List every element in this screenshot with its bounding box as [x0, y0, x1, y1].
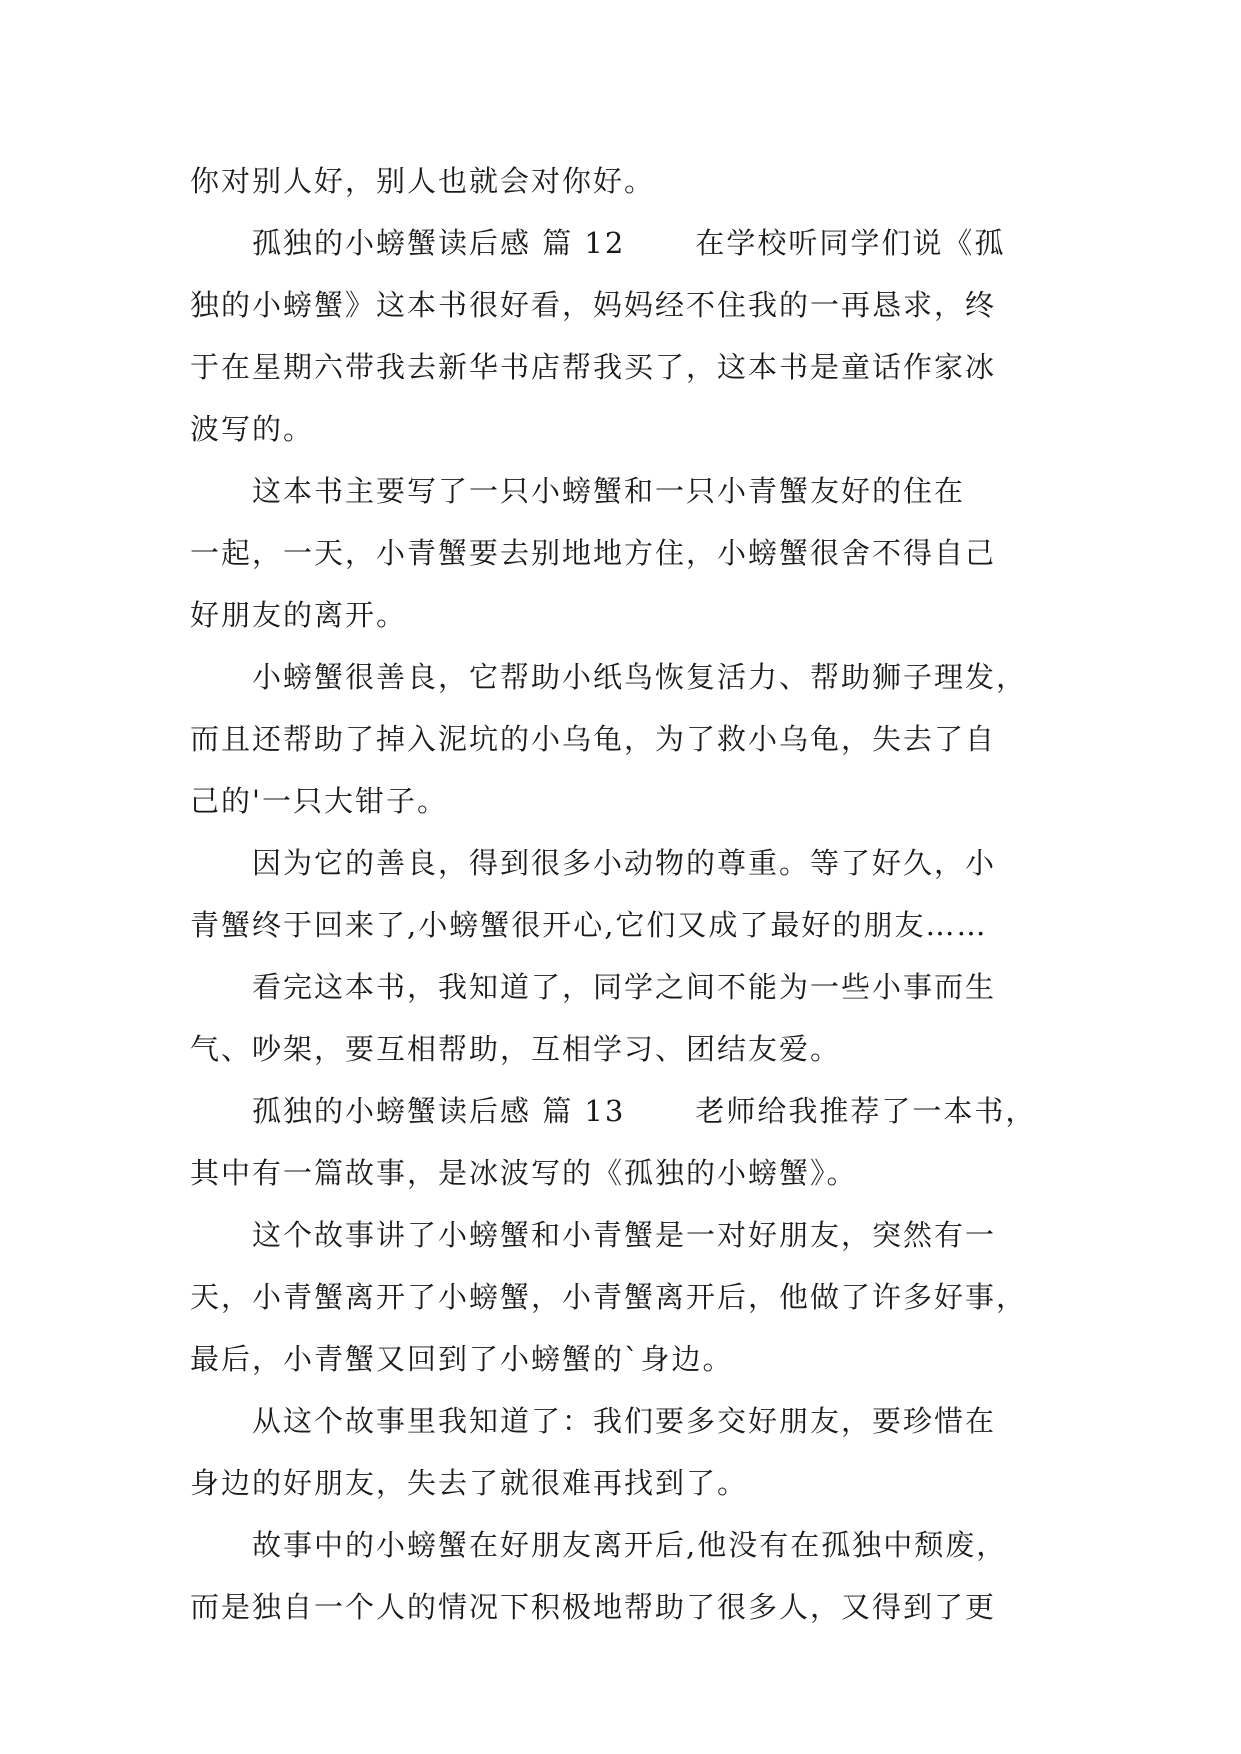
- text-line: 气、吵架，要互相帮助，互相学习、团结友爱。: [190, 1032, 842, 1066]
- text-line: 因为它的善良，得到很多小动物的尊重。等了好久，小: [252, 846, 997, 880]
- text-line: 身边的好朋友，失去了就很难再找到了。: [190, 1466, 749, 1500]
- text-line: 从这个故事里我知道了：我们要多交好朋友，要珍惜在: [252, 1404, 997, 1438]
- text-line: 独的小螃蟹》这本书很好看，妈妈经不住我的一再恳求，终: [190, 288, 997, 322]
- text-line: 己的'一只大钳子。: [190, 784, 448, 818]
- text-line: 老师给我推荐了一本书，: [695, 1094, 1037, 1128]
- text-line: 故事中的小螃蟹在好朋友离开后,他没有在孤独中颓废，: [252, 1528, 1008, 1562]
- text-line: 这个故事讲了小螃蟹和小青蟹是一对好朋友，突然有一: [252, 1218, 997, 1252]
- section-heading: 孤独的小螃蟹读后感 篇 12: [252, 226, 626, 260]
- text-line: 其中有一篇故事，是冰波写的《孤独的小螃蟹》。: [190, 1156, 858, 1190]
- text-line: 青蟹终于回来了,小螃蟹很开心,它们又成了最好的朋友……: [190, 908, 988, 942]
- text-line: 这本书主要写了一只小螃蟹和一只小青蟹友好的住在: [252, 474, 966, 508]
- text-line: 好朋友的离开。: [190, 598, 408, 632]
- section-heading-line: [190, 1080, 1060, 1142]
- text-line: 而是独自一个人的情况下积极地帮助了很多人，又得到了更: [190, 1590, 997, 1624]
- text-line: 而且还帮助了掉入泥坑的小乌龟，为了救小乌龟，失去了自: [190, 722, 997, 756]
- section-heading-line: [190, 212, 1060, 274]
- document-body: [190, 150, 1060, 1638]
- text-line: 在学校听同学们说《孤: [695, 226, 1006, 260]
- text-line: 于在星期六带我去新华书店帮我买了，这本书是童话作家冰: [190, 350, 997, 384]
- section-heading: 孤独的小螃蟹读后感 篇 13: [252, 1094, 626, 1128]
- text-line: 最后，小青蟹又回到了小螃蟹的`身边。: [190, 1342, 734, 1376]
- text-line: 一起，一天，小青蟹要去别地地方住，小螃蟹很舍不得自己: [190, 536, 997, 570]
- text-line: 看完这本书，我知道了，同学之间不能为一些小事而生: [252, 970, 997, 1004]
- text-line: 波写的。: [190, 412, 315, 446]
- text-line: 你对别人好，别人也就会对你好。: [190, 164, 656, 198]
- text-line: 小螃蟹很善良，它帮助小纸鸟恢复活力、帮助狮子理发，: [252, 660, 1028, 694]
- text-line: 天，小青蟹离开了小螃蟹，小青蟹离开后，他做了许多好事，: [190, 1280, 1028, 1314]
